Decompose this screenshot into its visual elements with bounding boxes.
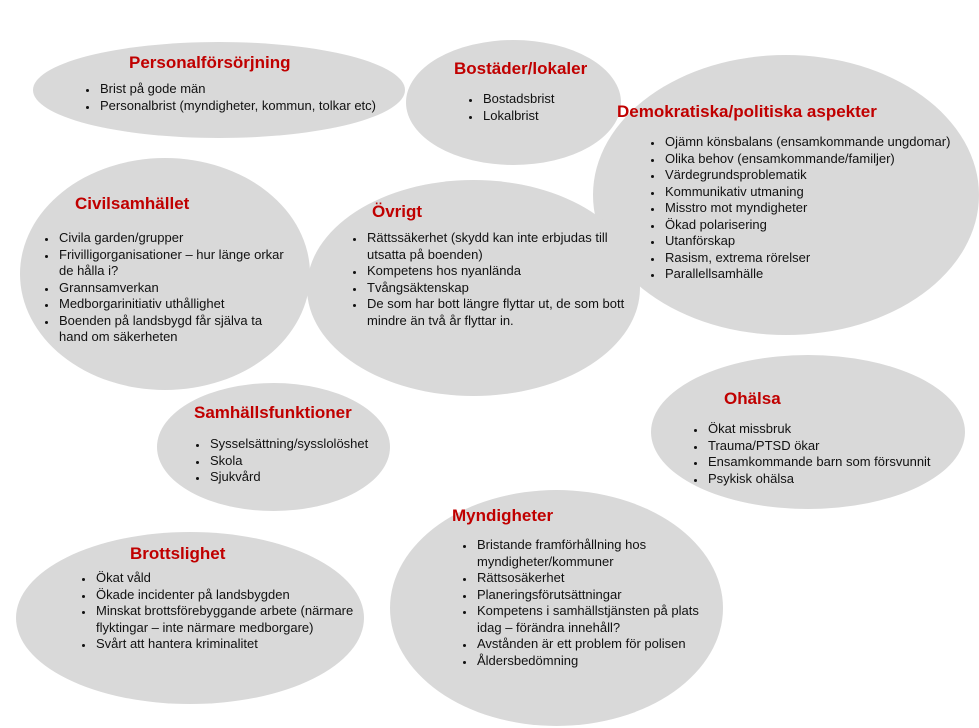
list-item: • Sysselsättning/sysslolöshet — [208, 436, 403, 453]
list-item: • Kommunikativ utmaning — [663, 184, 963, 201]
item-list — [645, 134, 963, 283]
item-list — [457, 537, 720, 669]
list-item: • Rasism, extrema rörelser — [663, 250, 963, 267]
item-list — [76, 570, 362, 653]
list-item: • Ökad polarisering — [663, 217, 963, 234]
list-item: • Värdegrundsproblematik — [663, 167, 963, 184]
item-list — [80, 81, 410, 114]
item-list — [463, 91, 631, 124]
list-item: • Olika behov (ensamkommande/familjer) — [663, 151, 963, 168]
list-item: • Rättsosäkerhet — [475, 570, 720, 587]
group-title: Myndigheter — [452, 506, 554, 525]
list-item: • Ökat missbruk — [706, 421, 979, 438]
group-title: Ohälsa — [724, 389, 781, 408]
list-item: • Kompetens i samhällstjänsten på plats idag – förändra innehåll? — [475, 603, 720, 636]
list-item: • Avstånden är ett problem för polisen — [475, 636, 720, 653]
group-title: Bostäder/lokaler — [454, 59, 588, 78]
group-title: Övrigt — [372, 202, 423, 221]
list-item: • Frivilligorganisationer – hur länge orkar de hålla i? — [57, 247, 292, 280]
list-item: • Tvångsäktenskap — [365, 280, 647, 297]
list-item: • Ensamkommande barn som försvunnit — [706, 454, 979, 471]
item-list — [688, 421, 979, 487]
list-item: • Personalbrist (myndigheter, kommun, tolkar etc) — [98, 98, 410, 115]
list-item: • Rättssäkerhet (skydd kan inte erbjudas till utsatta på boenden) — [365, 230, 647, 263]
list-item: • Civila garden/grupper — [57, 230, 292, 247]
list-item: • Parallellsamhälle — [663, 266, 963, 283]
list-item: • Minskat brottsförebyggande arbete (närmare flyktingar – inte närmare medborgare) — [94, 603, 362, 636]
item-list — [190, 436, 403, 486]
item-list — [39, 230, 292, 346]
list-item: • Boenden på landsbygd får själva ta hand om säkerheten — [57, 313, 292, 346]
list-item: • Misstro mot myndigheter — [663, 200, 963, 217]
list-item: • Ojämn könsbalans (ensamkommande ungdomar) — [663, 134, 963, 151]
group-title: Samhällsfunktioner — [194, 403, 352, 422]
list-item: • De som har bott längre flyttar ut, de som bott mindre än två år flyttar in. — [365, 296, 647, 329]
group-title: Demokratiska/politiska aspekter — [617, 102, 877, 121]
list-item: • Sjukvård — [208, 469, 403, 486]
list-item: • Ökat våld — [94, 570, 362, 587]
list-item: • Ökade incidenter på landsbygden — [94, 587, 362, 604]
list-item: • Utanförskap — [663, 233, 963, 250]
list-item: • Psykisk ohälsa — [706, 471, 979, 488]
list-item: • Skola — [208, 453, 403, 470]
list-item: • Planeringsförutsättningar — [475, 587, 720, 604]
group-title: Civilsamhället — [75, 194, 190, 213]
list-item: • Medborgarinitiativ uthållighet — [57, 296, 292, 313]
list-item: • Lokalbrist — [481, 108, 631, 125]
list-item: • Kompetens hos nyanlända — [365, 263, 647, 280]
item-list — [347, 230, 647, 329]
group-title: Personalförsörjning — [129, 53, 291, 72]
list-item: • Bristande framförhållning hos myndigheter/kommuner — [475, 537, 720, 570]
list-item: • Bostadsbrist — [481, 91, 631, 108]
list-item: • Grannsamverkan — [57, 280, 292, 297]
list-item: • Åldersbedömning — [475, 653, 720, 670]
list-item: • Trauma/PTSD ökar — [706, 438, 979, 455]
list-item: • Brist på gode män — [98, 81, 410, 98]
group-title: Brottslighet — [130, 544, 226, 563]
list-item: • Svårt att hantera kriminalitet — [94, 636, 362, 653]
